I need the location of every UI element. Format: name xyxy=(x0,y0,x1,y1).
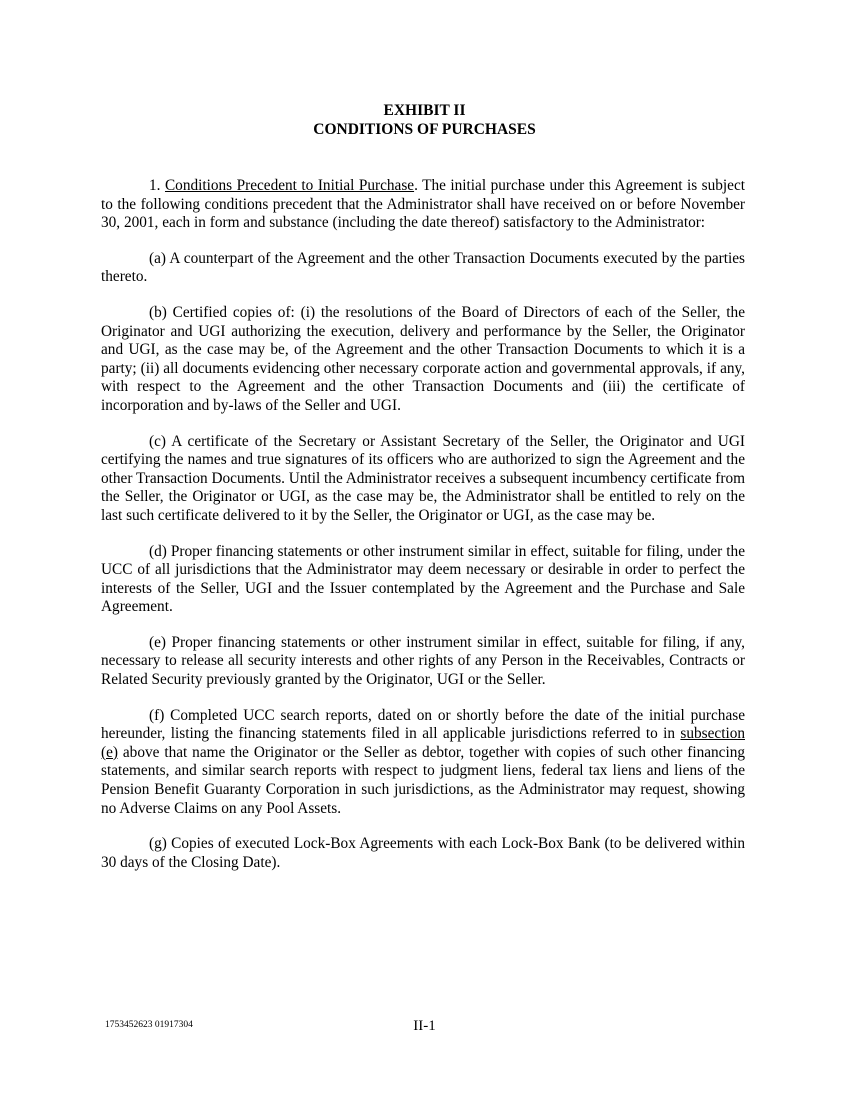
condition-f-text-start: (f) Completed UCC search reports, dated on or shortly before the date of the initial purchase hereunder, listing the financing statements filed in all applicable jurisdictions referred to in xyxy=(101,706,745,743)
page-number: II-1 xyxy=(413,1018,436,1034)
document-body xyxy=(101,177,745,889)
subsection-reference: subsection (e) xyxy=(101,725,745,761)
condition-d: (d) Proper financing statements or other instrument similar in effect, suitable for filing, under the UCC of all jurisdictions that the Administrator may deem necessary or desirable in order to perfect the interests of the Seller, UGI and the Issuer contemplated by the Agreement and the Purchase and Sale Agreement. xyxy=(101,542,745,616)
exhibit-subtitle: CONDITIONS OF PURCHASES xyxy=(313,121,536,138)
condition-e: (e) Proper financing statements or other instrument similar in effect, suitable for filing, if any, necessary to release all security interests and other rights of any Person in the Receivables, Contracts or Related Security previously granted by the Originator, UGI or the Seller. xyxy=(101,633,745,689)
condition-c: (c) A certificate of the Secretary or Assistant Secretary of the Seller, the Originator and UGI certifying the names and true signatures of its officers who are authorized to sign the Agreement and the other Transaction Documents. Until the Administrator receives a subsequent incumbency certificate from the Seller, the Originator or UGI, as the case may be, the Administrator shall be entitled to rely on the last such certificate delivered to it by the Seller, the Originator or UGI, as the case may be. xyxy=(101,432,745,524)
section-number: 1. xyxy=(149,177,161,194)
section-intro: . The initial purchase under this Agreement is subject to the following conditions precedent that the Administrator shall have received on or before November 30, 2001, each in form and substance (including the date thereof) satisfactory to the Administrator: xyxy=(101,177,745,232)
exhibit-header xyxy=(0,101,849,139)
condition-f xyxy=(101,707,745,819)
condition-a: (a) A counterpart of the Agreement and the other Transaction Documents executed by the parties thereto. xyxy=(101,249,745,286)
condition-f-text-end: above that name the Originator or the Seller as debtor, together with copies of such other financing statements, and similar search reports with respect to judgment liens, federal tax liens and liens of the Pension Benefit Guaranty Corporation in such jurisdictions, as the Administrator may request, showing no Adverse Claims on any Pool Assets. xyxy=(101,743,745,817)
document-id: 1753452623 01917304 xyxy=(105,1020,193,1030)
section-1-paragraph xyxy=(101,177,745,233)
condition-g: (g) Copies of executed Lock-Box Agreements with each Lock-Box Bank (to be delivered within 30 days of the Closing Date). xyxy=(101,835,745,871)
condition-b: (b) Certified copies of: (i) the resolutions of the Board of Directors of each of the Seller, the Originator and UGI authorizing the execution, delivery and performance by the Seller, the Originator and UGI, as the case may be, of the Agreement and the other Transaction Documents to which it is a party; (ii) all documents evidencing other necessary corporate action and governmental approvals, if any, with respect to the Agreement and the other Transaction Documents and (iii) the certificate of incorporation and by-laws of the Seller and UGI. xyxy=(101,303,745,414)
section-heading: Conditions Precedent to Initial Purchase xyxy=(164,177,415,194)
exhibit-title: EXHIBIT II xyxy=(383,102,466,119)
